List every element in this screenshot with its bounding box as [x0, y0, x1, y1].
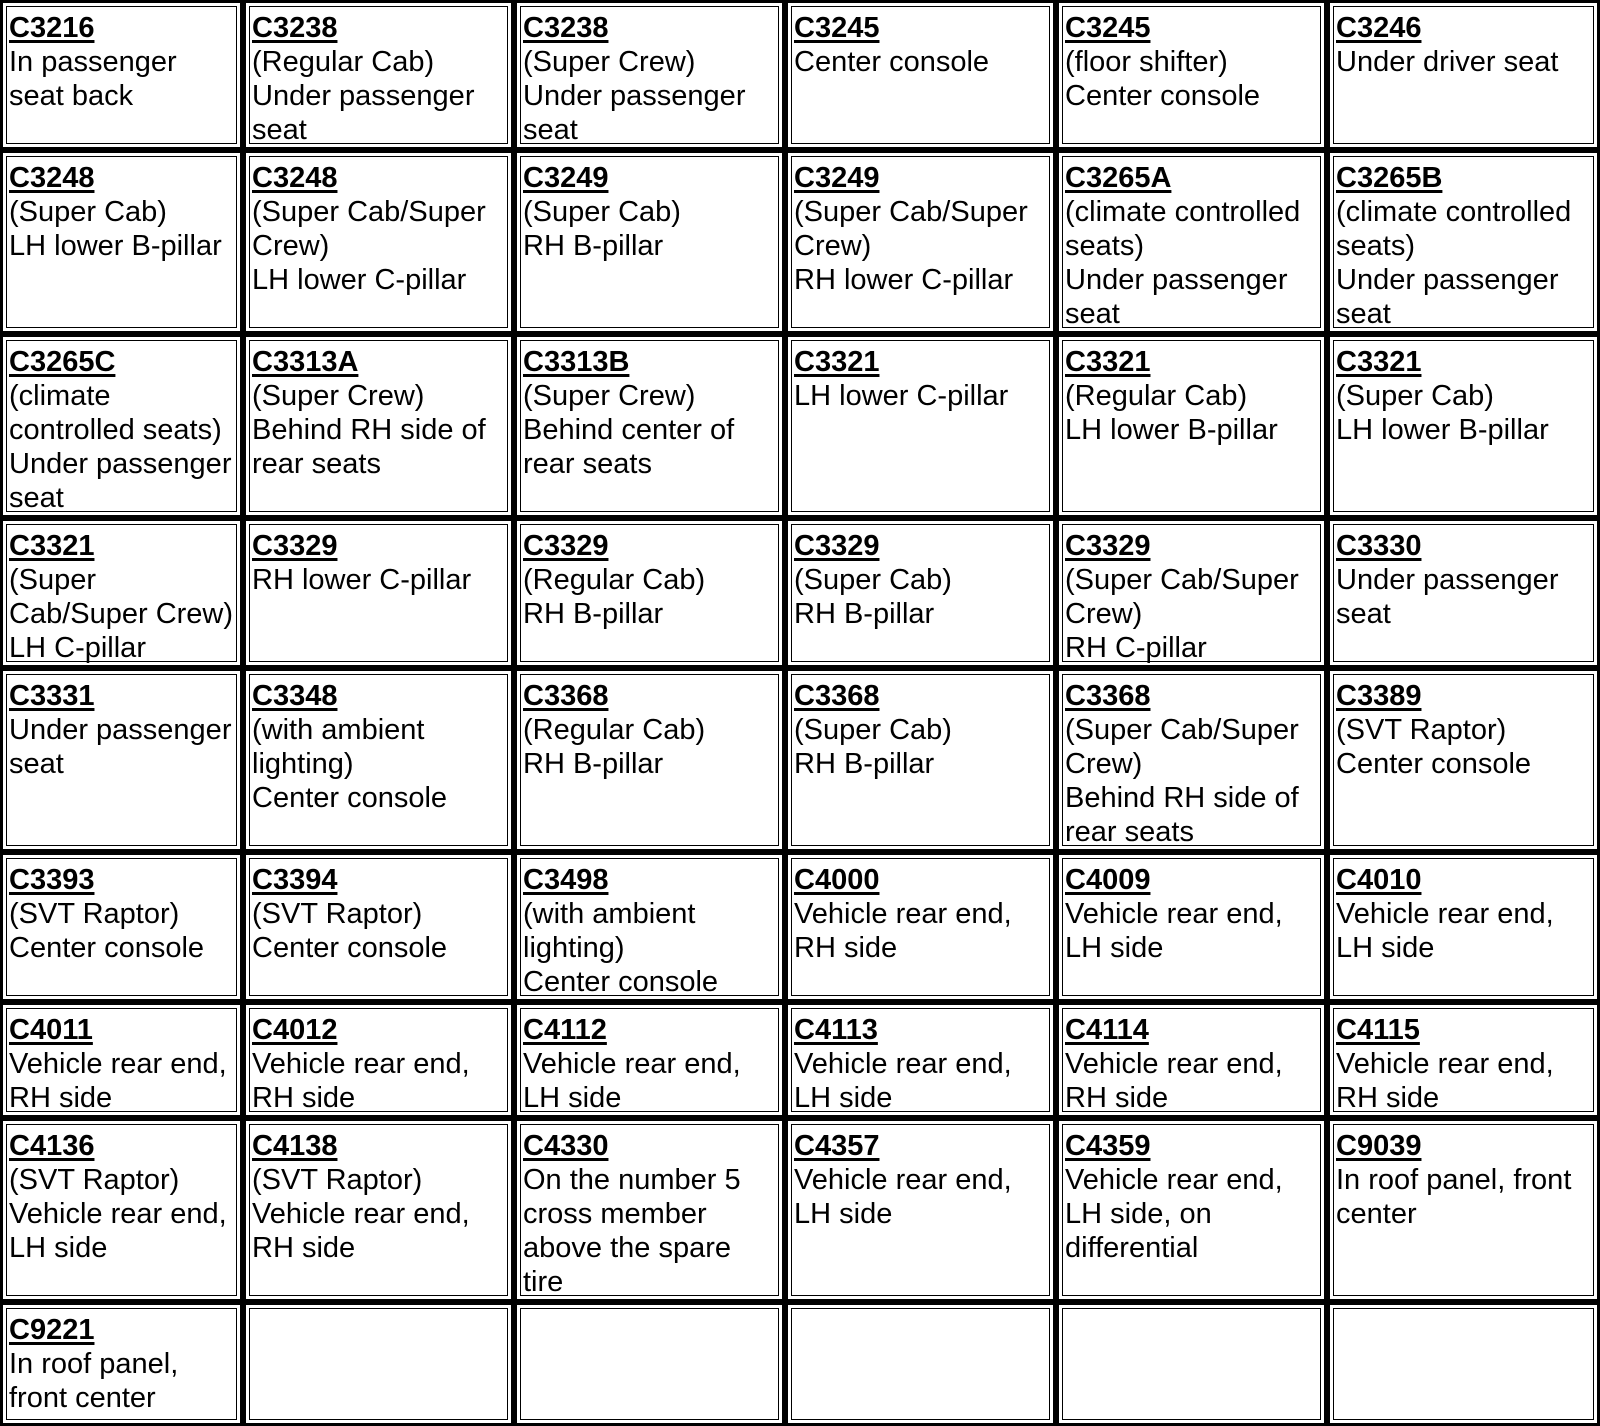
connector-location: (climate controlled seats) Under passenger seat: [1065, 196, 1301, 330]
connector-code: C4009: [1065, 864, 1151, 896]
connector-code: C3368: [1065, 680, 1151, 712]
table-row: [0, 668, 1600, 852]
connector-code: C3238: [523, 12, 609, 44]
connector-location: (Super Cab/Super Crew) Behind RH side of rear seats: [1065, 714, 1299, 848]
connector-cell: [785, 334, 1056, 518]
connector-location: Vehicle rear end, LH side: [523, 1048, 741, 1114]
connector-cell: [1327, 334, 1600, 518]
table-row: [0, 1302, 1600, 1426]
connector-cell: [0, 0, 243, 150]
connector-location: (Super Cab/Super Crew) LH lower C-pillar: [252, 196, 486, 296]
connector-cell: [243, 334, 514, 518]
connector-cell: [243, 1118, 514, 1302]
connector-cell: [785, 0, 1056, 150]
connector-location: Vehicle rear end, LH side: [1336, 898, 1554, 964]
connector-cell: [785, 1002, 1056, 1118]
connector-code: C3245: [794, 12, 880, 44]
connector-location: Vehicle rear end, RH side: [9, 1048, 227, 1114]
connector-cell: [1056, 1302, 1327, 1426]
connector-cell: [514, 150, 785, 334]
connector-location: In passenger seat back: [9, 46, 177, 112]
connector-cell: [243, 518, 514, 668]
connector-code: C3329: [252, 530, 338, 562]
connector-cell: [1327, 1002, 1600, 1118]
connector-code: C4138: [252, 1130, 338, 1162]
connector-code: C4115: [1336, 1014, 1420, 1046]
connector-code: C3238: [252, 12, 338, 44]
connector-location: (SVT Raptor) Center console: [9, 898, 205, 964]
connector-cell: [1056, 0, 1327, 150]
connector-location: (Super Cab) LH lower B-pillar: [1336, 380, 1549, 446]
connector-location: (Super Cab) RH B-pillar: [794, 714, 952, 780]
connector-code: C3368: [523, 680, 609, 712]
connector-code: C3216: [9, 12, 95, 44]
table-row: [0, 334, 1600, 518]
connector-cell: [514, 1118, 785, 1302]
connector-code: C3498: [523, 864, 609, 896]
connector-cell: [1056, 852, 1327, 1002]
connector-code: C4114: [1065, 1014, 1149, 1046]
connector-location: (floor shifter) Center console: [1065, 46, 1261, 112]
connector-cell: [1056, 334, 1327, 518]
connector-location: In roof panel, front center: [9, 1348, 179, 1414]
connector-location: Vehicle rear end, LH side, on differential: [1065, 1164, 1283, 1264]
connector-cell: [0, 852, 243, 1002]
table-row: [0, 1118, 1600, 1302]
connector-cell: [0, 1002, 243, 1118]
connector-code: C4112: [523, 1014, 607, 1046]
connector-code: C3245: [1065, 12, 1151, 44]
connector-cell: [1327, 852, 1600, 1002]
connector-location: (Super Cab) RH B-pillar: [794, 564, 952, 630]
connector-location: Vehicle rear end, LH side: [1065, 898, 1283, 964]
connector-location: RH lower C-pillar: [252, 564, 472, 596]
table-row: [0, 0, 1600, 150]
connector-code: C3249: [523, 162, 609, 194]
connector-code: C4113: [794, 1014, 878, 1046]
connector-cell: [785, 852, 1056, 1002]
connector-code: C4359: [1065, 1130, 1151, 1162]
connector-cell: [0, 150, 243, 334]
connector-cell: [1327, 150, 1600, 334]
connector-cell: [243, 1002, 514, 1118]
connector-location: In roof panel, front center: [1336, 1164, 1572, 1230]
connector-code: C3249: [794, 162, 880, 194]
connector-location: (climate controlled seats) Under passenger seat: [9, 380, 232, 514]
connector-code: C3248: [252, 162, 338, 194]
connector-location: (with ambient lighting) Center console: [252, 714, 448, 814]
table-row: [0, 1002, 1600, 1118]
connector-code: C3329: [1065, 530, 1151, 562]
connector-location: (SVT Raptor) Vehicle rear end, RH side: [252, 1164, 470, 1264]
connector-location: (Super Crew) Under passenger seat: [523, 46, 746, 146]
connector-code: C3321: [1065, 346, 1151, 378]
connector-code: C3321: [1336, 346, 1422, 378]
table-row: [0, 150, 1600, 334]
connector-location: Vehicle rear end, LH side: [794, 1048, 1012, 1114]
connector-location: (Super Cab/Super Crew) LH C-pillar: [9, 564, 234, 664]
connector-cell: [243, 150, 514, 334]
connector-cell: [1056, 150, 1327, 334]
table-row: [0, 852, 1600, 1002]
connector-code: C3330: [1336, 530, 1422, 562]
connector-code: C3313B: [523, 346, 630, 378]
connector-location: (Regular Cab) RH B-pillar: [523, 564, 706, 630]
connector-cell: [785, 1118, 1056, 1302]
connector-cell: [0, 1302, 243, 1426]
connector-cell: [243, 0, 514, 150]
connector-cell: [514, 1302, 785, 1426]
connector-cell: [1056, 668, 1327, 852]
connector-code: C4010: [1336, 864, 1422, 896]
connector-code: C3368: [794, 680, 880, 712]
connector-cell: [0, 334, 243, 518]
connector-cell: [785, 518, 1056, 668]
connector-code: C3329: [794, 530, 880, 562]
connector-code: C3389: [1336, 680, 1422, 712]
connector-location: LH lower C-pillar: [794, 380, 1009, 412]
connector-code: C4357: [794, 1130, 880, 1162]
connector-location: (with ambient lighting) Center console: [523, 898, 719, 998]
connector-cell: [1056, 1118, 1327, 1302]
connector-code: C9221: [9, 1314, 95, 1346]
connector-cell: [1327, 518, 1600, 668]
connector-cell: [0, 668, 243, 852]
connector-location: Vehicle rear end, RH side: [794, 898, 1012, 964]
connector-code: C4136: [9, 1130, 95, 1162]
connector-cell: [514, 518, 785, 668]
connector-cell: [785, 150, 1056, 334]
connector-code: C3329: [523, 530, 609, 562]
connector-cell: [514, 0, 785, 150]
connector-location: (Super Cab) RH B-pillar: [523, 196, 681, 262]
connector-location: (SVT Raptor) Center console: [1336, 714, 1532, 780]
connector-location: Vehicle rear end, RH side: [1065, 1048, 1283, 1114]
connector-code: C4011: [9, 1014, 93, 1046]
table-row: [0, 518, 1600, 668]
connector-cell: [243, 668, 514, 852]
connector-code: C4012: [252, 1014, 338, 1046]
connector-location: (Super Cab/Super Crew) RH C-pillar: [1065, 564, 1299, 664]
connector-cell: [514, 1002, 785, 1118]
connector-location: (Regular Cab) Under passenger seat: [252, 46, 475, 146]
connector-cell: [514, 852, 785, 1002]
connector-location: (SVT Raptor) Vehicle rear end, LH side: [9, 1164, 227, 1264]
connector-location: Under driver seat: [1336, 46, 1559, 78]
connector-cell: [1056, 1002, 1327, 1118]
connector-code: C3265A: [1065, 162, 1172, 194]
connector-code: C3246: [1336, 12, 1422, 44]
connector-cell: [1327, 1118, 1600, 1302]
connector-location: (Super Crew) Behind RH side of rear seats: [252, 380, 486, 480]
connector-code: C3265C: [9, 346, 116, 378]
connector-code: C3321: [794, 346, 880, 378]
connector-cell: [243, 1302, 514, 1426]
connector-code: C4330: [523, 1130, 609, 1162]
connector-cell: [1056, 518, 1327, 668]
connector-cell: [1327, 1302, 1600, 1426]
connector-location: Vehicle rear end, RH side: [252, 1048, 470, 1114]
connector-location: Vehicle rear end, LH side: [794, 1164, 1012, 1230]
connector-location: (Super Cab/Super Crew) RH lower C-pillar: [794, 196, 1028, 296]
connector-cell: [785, 668, 1056, 852]
connector-cell: [514, 668, 785, 852]
connector-code: C3394: [252, 864, 338, 896]
connector-location: (Regular Cab) LH lower B-pillar: [1065, 380, 1278, 446]
connector-location: Under passenger seat: [9, 714, 232, 780]
connector-cell: [785, 1302, 1056, 1426]
connector-code: C3321: [9, 530, 95, 562]
connector-cell: [514, 334, 785, 518]
connector-code: C3348: [252, 680, 338, 712]
connector-cell: [1327, 0, 1600, 150]
connector-code: C4000: [794, 864, 880, 896]
connector-code: C3265B: [1336, 162, 1443, 194]
connector-location: (SVT Raptor) Center console: [252, 898, 448, 964]
connector-location: On the number 5 cross member above the spare tire: [523, 1164, 741, 1298]
connector-code: C9039: [1336, 1130, 1422, 1162]
connector-location: Center console: [794, 46, 990, 78]
connector-cell: [0, 1118, 243, 1302]
connector-location: (Regular Cab) RH B-pillar: [523, 714, 706, 780]
connector-location: (climate controlled seats) Under passenger seat: [1336, 196, 1572, 330]
connector-location: Under passenger seat: [1336, 564, 1559, 630]
connector-code: C3313A: [252, 346, 359, 378]
connector-cell: [0, 518, 243, 668]
connector-location: Vehicle rear end, RH side: [1336, 1048, 1554, 1114]
connector-location: (Super Cab) LH lower B-pillar: [9, 196, 222, 262]
connector-cell: [243, 852, 514, 1002]
connector-location: (Super Crew) Behind center of rear seats: [523, 380, 735, 480]
connector-cell: [1327, 668, 1600, 852]
connector-code: C3331: [9, 680, 95, 712]
connector-code: C3393: [9, 864, 95, 896]
connector-code: C3248: [9, 162, 95, 194]
